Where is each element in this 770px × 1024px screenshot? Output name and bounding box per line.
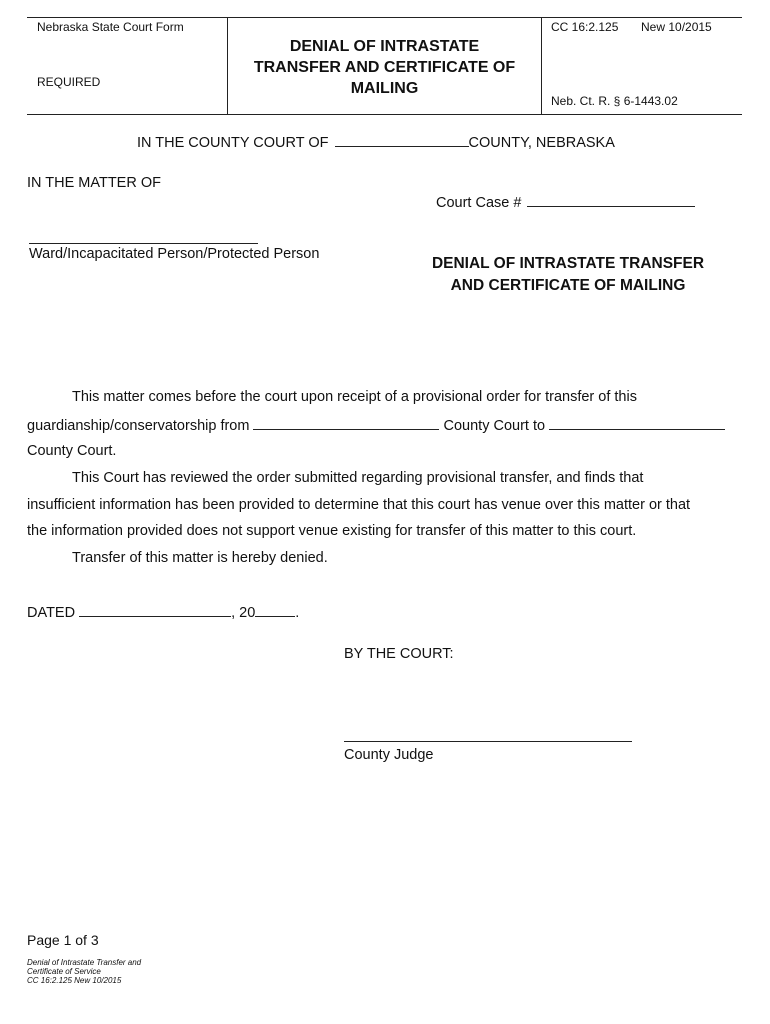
required-label: REQUIRED — [37, 75, 101, 89]
paragraph-1-line-2 — [27, 416, 725, 434]
court-case-blank[interactable] — [527, 193, 695, 207]
footer-citation — [27, 958, 141, 985]
to-county-blank[interactable] — [549, 416, 725, 430]
court-suffix: COUNTY, NEBRASKA — [468, 135, 615, 151]
dated-label: DATED — [27, 605, 76, 621]
year-blank[interactable] — [255, 603, 295, 617]
court-case-line — [436, 193, 695, 211]
county-court-line — [137, 133, 615, 151]
header-title-line2: TRANSFER AND CERTIFICATE OF — [253, 59, 516, 76]
paragraph-2-line-2: insufficient information has been provided to determine that this court has venue over this matter or that — [27, 497, 691, 513]
form-version: New 10/2015 — [641, 20, 712, 34]
court-case-label: Court Case # — [436, 195, 522, 211]
from-county-blank[interactable] — [253, 416, 439, 430]
paragraph-1-line-1: This matter comes before the court upon receipt of a provisional order for transfer of this — [72, 389, 637, 405]
paragraph-2-line-3: the information provided does not support venue existing for transfer of this matter to this court. — [27, 523, 637, 539]
dated-line — [27, 603, 299, 621]
paragraph-2-line-1: This Court has reviewed the order submitted regarding provisional transfer, and finds that — [72, 470, 644, 486]
by-the-court-label: BY THE COURT: — [344, 646, 454, 662]
ward-name-line[interactable] — [29, 243, 258, 244]
footer-line-1: Denial of Intrastate Transfer and — [27, 958, 142, 967]
document-title-line2: AND CERTIFICATE OF MAILING — [450, 277, 686, 294]
county-name-blank[interactable] — [335, 133, 469, 147]
document-title-line1: DENIAL OF INTRASTATE TRANSFER — [431, 255, 705, 272]
matter-of-label: IN THE MATTER OF — [27, 175, 161, 191]
judge-signature-line[interactable] — [344, 741, 632, 742]
header-bottom-rule — [27, 114, 742, 115]
header-title-line1: DENIAL OF INTRASTATE — [289, 38, 480, 55]
header-divider-right — [541, 17, 542, 114]
paragraph-3-line-1: Transfer of this matter is hereby denied. — [72, 550, 328, 566]
form-number: CC 16:2.125 — [551, 20, 619, 34]
from-label: guardianship/conservatorship from — [27, 418, 250, 434]
dated-blank[interactable] — [79, 603, 231, 617]
county-judge-label: County Judge — [344, 747, 434, 763]
ward-label: Ward/Incapacitated Person/Protected Person — [29, 246, 320, 262]
page-number: Page 1 of 3 — [27, 932, 99, 948]
document-title — [400, 253, 736, 297]
header-title — [228, 36, 541, 99]
year-suffix: . — [295, 605, 300, 621]
year-prefix: , 20 — [231, 605, 256, 621]
court-prefix: IN THE COUNTY COURT OF — [137, 135, 329, 151]
footer-line-2: Certificate of Service — [27, 967, 101, 976]
header-top-rule — [27, 17, 742, 18]
footer-line-3: CC 16:2.125 New 10/2015 — [27, 976, 122, 985]
rule-reference: Neb. Ct. R. § 6-1443.02 — [551, 94, 678, 108]
form-label: Nebraska State Court Form — [37, 20, 184, 34]
header-title-line3: MAILING — [350, 80, 419, 97]
paragraph-1-line-3: County Court. — [27, 443, 117, 459]
to-label: County Court to — [443, 418, 546, 434]
